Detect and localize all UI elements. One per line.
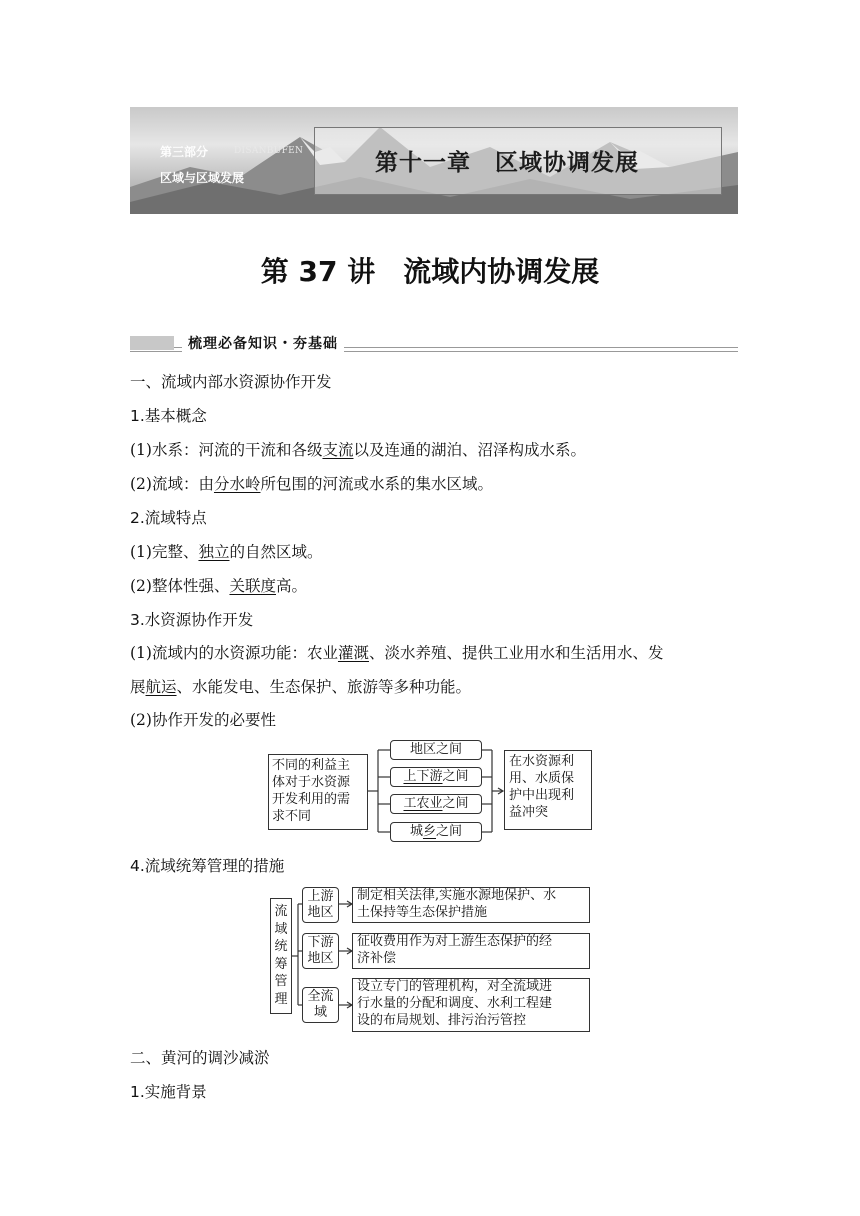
paragraph-water-system: (1)水系：河流的干流和各级支流以及连通的湖泊、沼泽构成水系。 (130, 441, 586, 459)
part-label: 第三部分 (160, 145, 209, 159)
heading-1: 一、流域内部水资源协作开发 (130, 373, 332, 391)
upstream-measures: 制定相关法律,实施水源地保护、水 土保持等生态保护措施 (352, 887, 590, 923)
upstream-label: 上游 地区 (302, 887, 339, 923)
chapter-banner (130, 107, 738, 214)
downstream-label: 下游 地区 (302, 933, 339, 969)
downstream-measures: 征收费用作为对上游生态保护的经 济补偿 (352, 933, 590, 969)
paragraph-feature-2: (2)整体性强、关联度高。 (130, 577, 307, 595)
paragraph-necessity: (2)协作开发的必要性 (130, 711, 276, 729)
item-regions: 地区之间 (390, 740, 482, 760)
paragraph-functions-line1: (1)流域内的水资源功能：农业灌溉、淡水养殖、提供工业用水和生活用水、发 (130, 644, 664, 662)
item-upstream-downstream: 上下游之间 (390, 767, 482, 787)
paragraph-functions-line2: 展航运、水能发电、生态保护、旅游等多种功能。 (130, 678, 472, 696)
necessity-diagram (266, 738, 596, 838)
part-pinyin: DISANBUFEN (234, 146, 304, 156)
whole-basin-measures: 设立专门的管理机构，对全流域进 行水量的分配和调度、水利工程建 设的布局规划、排污治污管控 (352, 978, 590, 1032)
paragraph-basin: (2)流域：由分水岭所包围的河流或水系的集水区域。 (130, 475, 493, 493)
section-header-bar (130, 332, 738, 354)
part-name: 区域与区域发展 (160, 171, 245, 185)
interest-subjects-box: 不同的利益主 体对于水资源 开发利用的需 求不同 (268, 754, 368, 830)
heading-2: 二、黄河的调沙减淤 (130, 1049, 270, 1067)
section-label: 梳理必备知识・夯基础 (182, 333, 344, 353)
basin-management-root: 流 域 统 筹 管 理 (270, 898, 292, 1014)
subheading-1: 1.基本概念 (130, 407, 207, 425)
part-badge (148, 127, 328, 193)
paragraph-feature-1: (1)完整、独立的自然区域。 (130, 543, 323, 561)
chapter-title: 第十一章 区域协调发展 (375, 150, 639, 176)
subheading-2: 2.流域特点 (130, 509, 207, 527)
subheading-3: 3.水资源协作开发 (130, 611, 254, 629)
whole-basin-label: 全流 域 (302, 987, 339, 1023)
item-urban-rural: 城乡之间 (390, 822, 482, 842)
chapter-title-box (314, 127, 722, 195)
subheading-4: 4.流域统筹管理的措施 (130, 857, 285, 875)
item-industry-agriculture: 工农业之间 (390, 794, 482, 814)
subheading-5: 1.实施背景 (130, 1083, 207, 1101)
management-measures-diagram (268, 884, 598, 1034)
lecture-title: 第 37 讲 流域内协调发展 (260, 255, 600, 288)
interest-conflict-box: 在水资源利 用、水质保 护中出现利 益冲突 (504, 750, 592, 830)
